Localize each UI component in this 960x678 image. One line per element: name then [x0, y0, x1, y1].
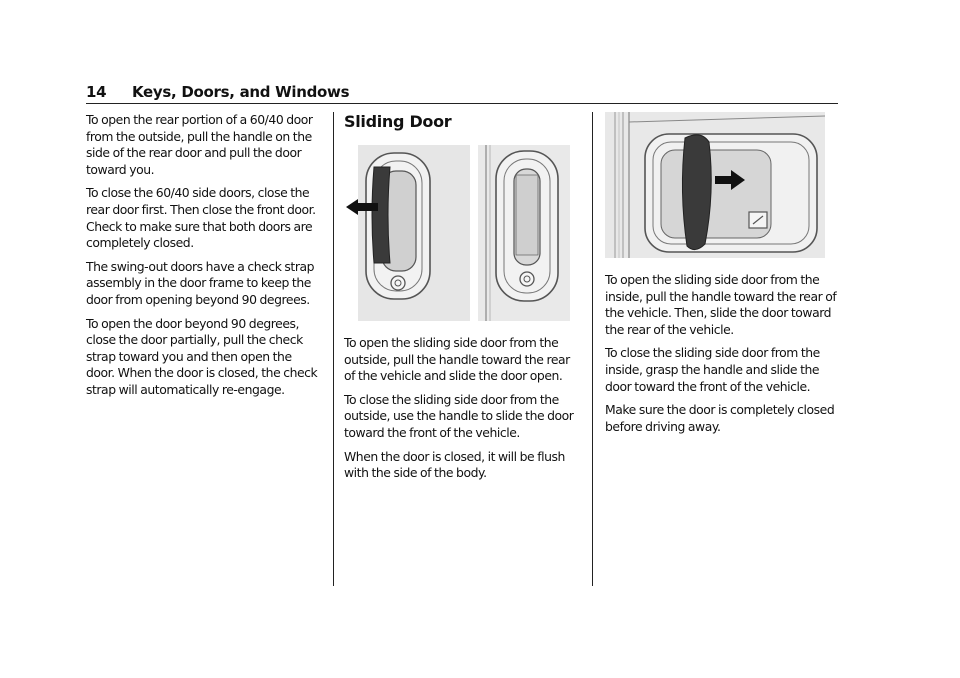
column-divider — [592, 112, 593, 586]
paragraph: To open the door beyond 90 degrees, close the door partially, pull the check strap toward you and then open the door. When the door is closed, the check strap will automatically re-engage. — [86, 315, 318, 397]
page-number: 14 — [86, 83, 107, 101]
page-header — [86, 83, 838, 105]
paragraph: To open the sliding side door from the outside, pull the handle toward the rear of the vehicle and slide the door open. — [344, 335, 570, 384]
paragraph: To close the sliding side door from the inside, grasp the handle and slide the door toward the front of the vehicle. — [605, 345, 820, 394]
paragraph: To close the 60/40 side doors, close the rear door first. Then close the front door. Check to make sure that both doors are completely closed. — [86, 185, 316, 251]
paragraph: When the door is closed, it will be flush with the side of the body. — [344, 448, 565, 481]
exterior-door-handle-illustration — [344, 145, 570, 321]
paragraph: To open the rear portion of a 60/40 door from the outside, pull the handle on the side of the rear door and pull the door toward you. — [86, 112, 313, 177]
section-title: Keys, Doors, and Windows — [132, 83, 350, 101]
subsection-heading: Sliding Door — [344, 112, 452, 131]
paragraph: To close the sliding side door from the outside, use the handle to slide the door toward the front of the vehicle. — [344, 391, 574, 440]
paragraph: To open the sliding side door from the inside, pull the handle toward the rear of the vehicle. Then, slide the door toward the rear of the vehicle. — [605, 272, 837, 337]
interior-door-handle-illustration — [605, 112, 825, 258]
column-middle — [344, 112, 580, 489]
header-rule — [86, 103, 838, 104]
column-divider — [333, 112, 334, 586]
paragraph: Make sure the door is completely closed before driving away. — [605, 402, 835, 434]
column-right — [605, 112, 841, 442]
column-left — [86, 112, 322, 406]
paragraph: The swing-out doors have a check strap assembly in the door frame to keep the door from opening beyond 90 degrees. — [86, 258, 315, 307]
